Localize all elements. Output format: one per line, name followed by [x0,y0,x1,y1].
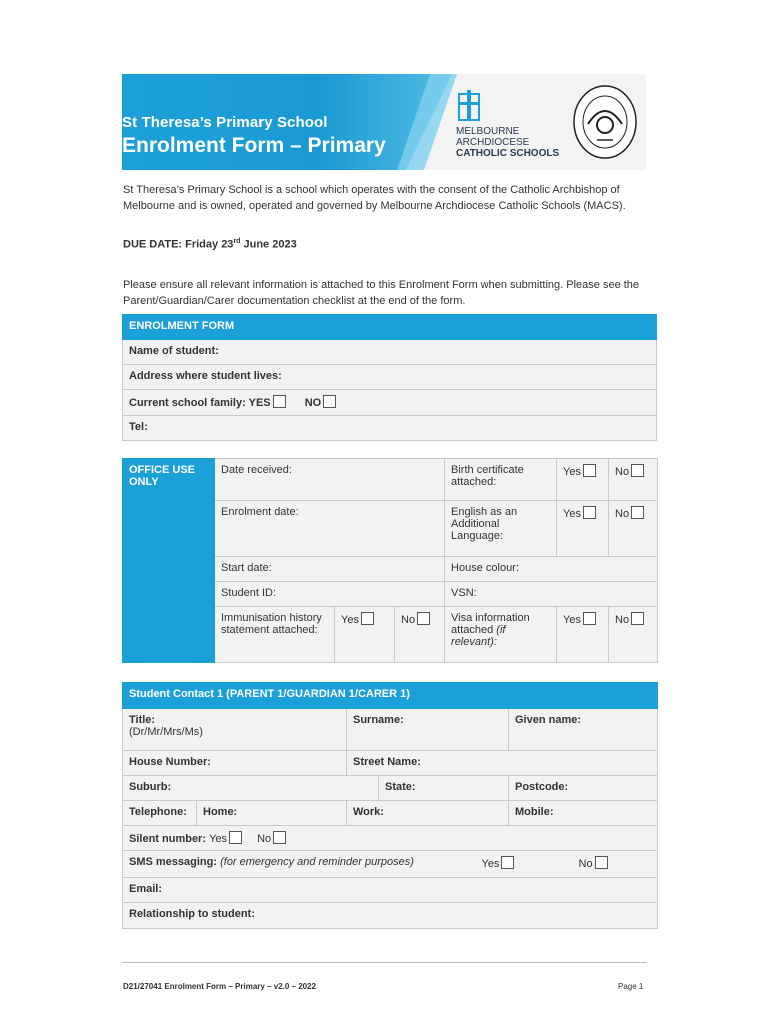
enrolment-date-field[interactable]: Enrolment date: [215,501,445,557]
visa-yes [557,607,609,663]
english-eal-label: English as an Additional Language: [445,501,557,557]
email-field[interactable]: Email: [123,878,658,903]
footer-divider [122,962,647,963]
sms-no-label: No [578,858,593,870]
house-colour-field[interactable]: House colour: [445,557,658,582]
given-name-field[interactable]: Given name: [509,709,658,751]
visa-yes-label: Yes [563,614,581,626]
immunisation-yes-checkbox[interactable] [361,612,374,625]
student-contact-table [122,682,658,929]
vsn-field[interactable]: VSN: [445,582,658,607]
student-contact-header: Student Contact 1 (PARENT 1/GUARDIAN 1/CARER 1) [123,683,658,709]
immunisation-no-checkbox[interactable] [417,612,430,625]
immunisation-no [395,607,445,663]
birth-cert-no-checkbox[interactable] [631,464,644,477]
due-date [123,238,297,251]
due-date-rest: June 2023 [240,238,297,251]
enrolment-table [122,314,657,441]
visa-label-italic: (if relevant): [451,624,506,648]
title-field[interactable] [123,709,347,751]
intro-paragraph: St Theresa’s Primary School is a school which operates with the consent of the Catholic Archbishop of Melbourne and is owned, operated and governed by Melbourne Archdiocese Catholic Schools (MACS). [123,184,626,212]
visa-no [609,607,658,663]
header-banner [122,74,646,170]
suburb-field[interactable]: Suburb: [123,776,379,801]
birth-cert-label: Birth certificate attached: [445,459,557,501]
office-use-label: OFFICE USE ONLY [123,459,215,663]
visa-no-label: No [615,614,630,626]
current-family-yes-label: YES [248,397,271,409]
silent-number-label: Silent number: [129,833,207,845]
footer-page-number: Page 1 [618,982,644,991]
immunisation-no-label: No [401,614,416,626]
english-eal-no-checkbox[interactable] [631,506,644,519]
title-label: Title: [129,714,156,726]
sms-note: (for emergency and reminder purposes) [220,856,414,868]
due-date-prefix: DUE DATE: Friday 23 [123,238,234,251]
student-id-field[interactable]: Student ID: [215,582,445,607]
sms-yes [482,856,515,870]
student-name-field[interactable]: Name of student: [123,340,657,365]
tel-field[interactable]: Tel: [123,416,657,441]
title-options: (Dr/Mr/Mrs/Ms) [129,726,203,738]
macs-line-3: CATHOLIC SCHOOLS [456,148,560,159]
telephone-label: Telephone: [123,801,197,826]
silent-yes-label: Yes [209,833,228,845]
visa-label-text: Visa information attached [451,612,530,636]
english-eal-no [609,501,658,557]
date-received-field[interactable]: Date received: [215,459,445,501]
macs-logo-icon [456,90,482,122]
silent-no-label: No [257,833,272,845]
due-date-suffix-sup: rd [233,238,241,245]
macs-wordmark [456,126,559,159]
house-number-field[interactable]: House Number: [123,751,347,776]
sms-no-checkbox[interactable] [595,856,608,869]
english-eal-yes-label: Yes [563,508,581,520]
visa-label [445,607,557,663]
birth-cert-yes-checkbox[interactable] [583,464,596,477]
sms-yes-label: Yes [481,858,500,870]
macs-line-1: MELBOURNE [456,126,520,137]
start-date-field[interactable]: Start date: [215,557,445,582]
immunisation-label: Immunisation history statement attached: [215,607,335,663]
sms-no [579,856,608,870]
student-address-field[interactable]: Address where student lives: [123,365,657,390]
macs-line-2: ARCHDIOCESE [456,137,530,148]
sms-messaging-row [123,851,658,878]
postcode-field[interactable]: Postcode: [509,776,658,801]
silent-no-checkbox[interactable] [273,831,286,844]
birth-cert-yes [557,459,609,501]
office-use-table [122,458,658,663]
visa-no-checkbox[interactable] [631,612,644,625]
immunisation-yes [335,607,395,663]
immunisation-yes-label: Yes [341,614,359,626]
current-family-no-label: NO [304,397,322,409]
current-family-label: Current school family: [129,397,246,409]
instructions-paragraph: Please ensure all relevant information is attached to this Enrolment Form when submitting. Please see the Parent/Guardian/Carer documentation checklist at the end of the form. [123,279,640,307]
current-school-family-row [123,390,657,416]
sms-label: SMS messaging: [129,856,218,868]
enrolment-header: ENROLMENT FORM [123,315,657,340]
state-field[interactable]: State: [379,776,509,801]
birth-cert-no [609,459,658,501]
silent-number-row [123,826,658,851]
street-name-field[interactable]: Street Name: [347,751,658,776]
mobile-field[interactable]: Mobile: [509,801,658,826]
english-eal-no-label: No [615,508,630,520]
sms-yes-checkbox[interactable] [501,856,514,869]
home-phone-field[interactable]: Home: [197,801,347,826]
footer-document-id: D21/27041 Enrolment Form – Primary – v2.0 – 2022 [123,982,316,991]
english-eal-yes [557,501,609,557]
parish-seal-icon [570,78,640,164]
current-family-no-checkbox[interactable] [323,395,336,408]
visa-yes-checkbox[interactable] [583,612,596,625]
form-title: Enrolment Form – Primary [122,134,386,157]
work-phone-field[interactable]: Work: [347,801,509,826]
birth-cert-no-label: No [615,466,630,478]
birth-cert-yes-label: Yes [563,466,581,478]
relationship-field[interactable]: Relationship to student: [123,903,658,929]
english-eal-yes-checkbox[interactable] [583,506,596,519]
silent-yes-checkbox[interactable] [229,831,242,844]
current-family-yes-checkbox[interactable] [273,395,286,408]
surname-field[interactable]: Surname: [347,709,509,751]
school-name: St Theresa’s Primary School [122,114,328,131]
